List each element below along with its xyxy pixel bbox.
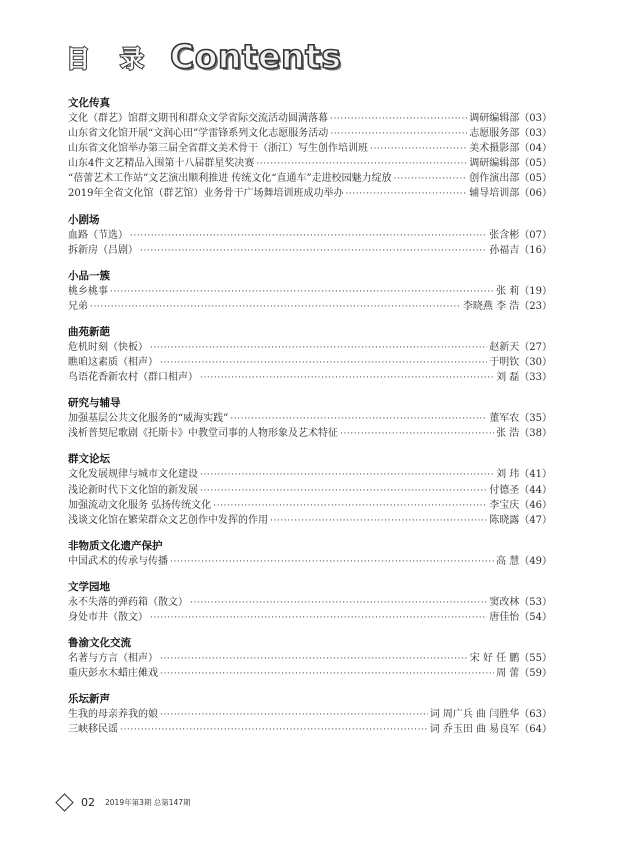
section-title: 曲苑新葩 [68,325,110,338]
entry-title: 危机时刻（快板） [68,341,148,353]
dot-leader [345,186,467,202]
dot-leader [190,595,487,611]
page-number: 02 [81,796,95,809]
cn-title-lu: 录 [120,44,144,73]
toc-entry[interactable] [68,243,552,258]
entry-author-page: 赵新天（27） [489,341,552,353]
table-of-contents [68,95,552,747]
entry-author-page: 刘 磊（33） [496,372,552,384]
toc-section [68,538,552,569]
entry-title: 兄弟 [68,300,88,312]
entry-title: 永不失落的弹药箱（散文） [68,596,188,608]
toc-entry[interactable] [68,595,552,610]
entry-title: 山东4件文艺精品入围第十八届群星奖决赛 [68,158,255,170]
toc-section [68,691,552,737]
dot-leader [160,666,494,682]
dot-leader [160,707,428,723]
diamond-icon [55,793,73,811]
dot-leader [110,284,494,300]
entry-author-page: 美术摄影部（04） [469,143,552,155]
toc-entry[interactable] [68,651,552,666]
entry-title: 桃乡桃事 [68,285,108,297]
entry-title: 加强流动文化服务 弘扬传统文化 [68,499,212,511]
entry-title: 血路（节选） [68,229,128,241]
dot-leader [160,355,487,371]
dot-leader [256,156,467,172]
entry-author-page: 唐佳怡（54） [489,611,552,623]
dot-leader [200,483,487,499]
entry-title: 鸟语花香新农村（群口相声） [68,372,198,384]
entry-title: 文化（群艺）馆群文期刊和群众文学省际交流活动圆满落幕 [68,113,328,124]
cn-title-mu: 目 [66,44,90,73]
entry-title: 山东省文化馆开展“文润心田”学雷锋系列文化志愿服务活动 [68,128,329,140]
toc-entry[interactable] [68,411,552,426]
section-title: 群文论坛 [68,453,110,466]
toc-section [68,212,552,258]
entry-author-page: 董军农（35） [489,413,552,425]
entry-title: 浅谈文化馆在繁荣群众文艺创作中发挥的作用 [68,514,268,526]
dot-leader [90,299,461,315]
entry-title: 加强基层公共文化服务的“威海实践” [68,413,229,425]
issue-info: 2019年第3期 总第147期 [105,798,191,807]
toc-entry[interactable] [68,554,552,569]
entry-author-page: 付德圣（44） [489,484,552,496]
dot-leader [160,651,468,667]
toc-section [68,95,552,202]
toc-section [68,324,552,385]
toc-entry[interactable] [68,722,552,737]
toc-section [68,635,552,681]
entry-title: 2019年全省文化馆（群艺馆）业务骨干广场舞培训班成功举办 [68,188,344,200]
page-footer [58,796,191,809]
entry-title: 浅论新时代下文化馆的新发展 [68,484,198,496]
entry-author-page: 李晓燕 李 浩（23） [462,300,552,312]
entry-title: 山东省文化馆举办第三届全省群文美术骨干（浙江）写生创作培训班 [68,143,368,155]
toc-entry[interactable] [68,111,552,126]
en-title: Contents [170,36,342,76]
dot-leader [330,126,467,142]
dot-leader [150,610,487,626]
dot-leader [120,722,428,738]
entry-title: 浅析普契尼歌剧《托斯卡》中教堂司事的人物形象及艺术特征 [68,428,338,440]
toc-section [68,395,552,441]
toc-entry[interactable] [68,340,552,355]
entry-author-page: 张 浩（38） [496,428,552,440]
entry-title: 文化发展规律与城市文化建设 [68,469,198,481]
entry-title: 拆新房（吕剧） [68,244,138,256]
toc-entry[interactable] [68,228,552,243]
entry-author-page: 陈晓露（47） [489,514,552,526]
entry-title: 生我的母亲养我的娘 [68,709,158,721]
dot-leader [170,554,494,570]
dot-leader [230,411,487,427]
entry-title: 身处市井（散文） [68,611,148,623]
toc-section [68,451,552,527]
toc-entry[interactable] [68,666,552,681]
toc-entry[interactable] [68,126,552,141]
toc-entry[interactable] [68,171,552,186]
entry-author-page: 李宝庆（46） [489,499,552,511]
entry-author-page: 张含彬（07） [489,229,552,241]
toc-entry[interactable] [68,483,552,498]
entry-title: 瞧咱这素质（相声） [68,357,158,369]
section-title: 小品一簇 [68,269,110,282]
entry-title: 重庆彭水木蜡庄傩戏 [68,668,158,680]
entry-author-page: 于明钦（30） [489,357,552,369]
toc-entry[interactable] [68,707,552,722]
entry-author-page: 志愿服务部（03） [469,128,552,140]
entry-title: 三峡移民谣 [68,724,118,736]
dot-leader [213,498,487,514]
entry-title: 名著与方言（相声） [68,653,158,665]
section-title: 文学园地 [68,580,110,593]
toc-entry[interactable] [68,498,552,513]
dot-leader [200,467,494,483]
entry-author-page: 词 乔玉田 曲 易良军（64） [429,724,552,736]
entry-author-page: 调研编辑部（03） [469,113,552,124]
entry-author-page: 周 蕾（59） [496,668,552,680]
entry-author-page: 创作演出部（05） [469,173,552,185]
dot-leader [394,171,468,187]
dot-leader [340,426,494,442]
entry-author-page: 词 周广兵 曲 闫胜华（63） [429,709,552,721]
toc-entry[interactable] [68,513,552,528]
dot-leader [130,228,487,244]
dot-leader [370,141,467,157]
toc-section [68,268,552,314]
entry-title: “蓓蕾艺术工作站”文艺演出顺利推进 传统文化“直通车”走进校园魅力绽放 [68,173,392,185]
toc-entry[interactable] [68,141,552,156]
entry-author-page: 刘 玮（41） [496,469,552,481]
entry-author-page: 孙福吉（16） [489,244,552,256]
toc-entry[interactable] [68,156,552,171]
dot-leader [330,111,467,127]
entry-author-page: 辅导培训部（06） [469,188,552,200]
section-title: 小剧场 [68,213,100,226]
entry-author-page: 张 莉（19） [496,285,552,297]
dot-leader [200,370,494,386]
toc-entry[interactable] [68,355,552,370]
toc-entry[interactable] [68,299,552,314]
toc-entry[interactable] [68,610,552,625]
section-title: 文化传真 [68,97,110,109]
section-title: 乐坛新声 [68,693,110,706]
toc-entry[interactable] [68,186,552,201]
dot-leader [150,340,487,356]
toc-entry[interactable] [68,370,552,385]
entry-author-page: 窦改林（53） [489,596,552,608]
toc-section [68,579,552,625]
toc-entry[interactable] [68,467,552,482]
dot-leader [270,513,487,529]
entry-title: 中国武术的传承与传播 [68,555,168,567]
toc-entry[interactable] [68,426,552,441]
entry-author-page: 高 慧（49） [496,555,552,567]
page-header [66,36,341,76]
entry-author-page: 调研编辑部（05） [469,158,552,170]
dot-leader [140,243,487,259]
section-title: 研究与辅导 [68,397,121,410]
section-title: 非物质文化遗产保护 [68,539,163,552]
toc-entry[interactable] [68,284,552,299]
section-title: 鲁渝文化交流 [68,637,131,650]
entry-author-page: 宋 好 任 鹏（55） [469,653,552,665]
